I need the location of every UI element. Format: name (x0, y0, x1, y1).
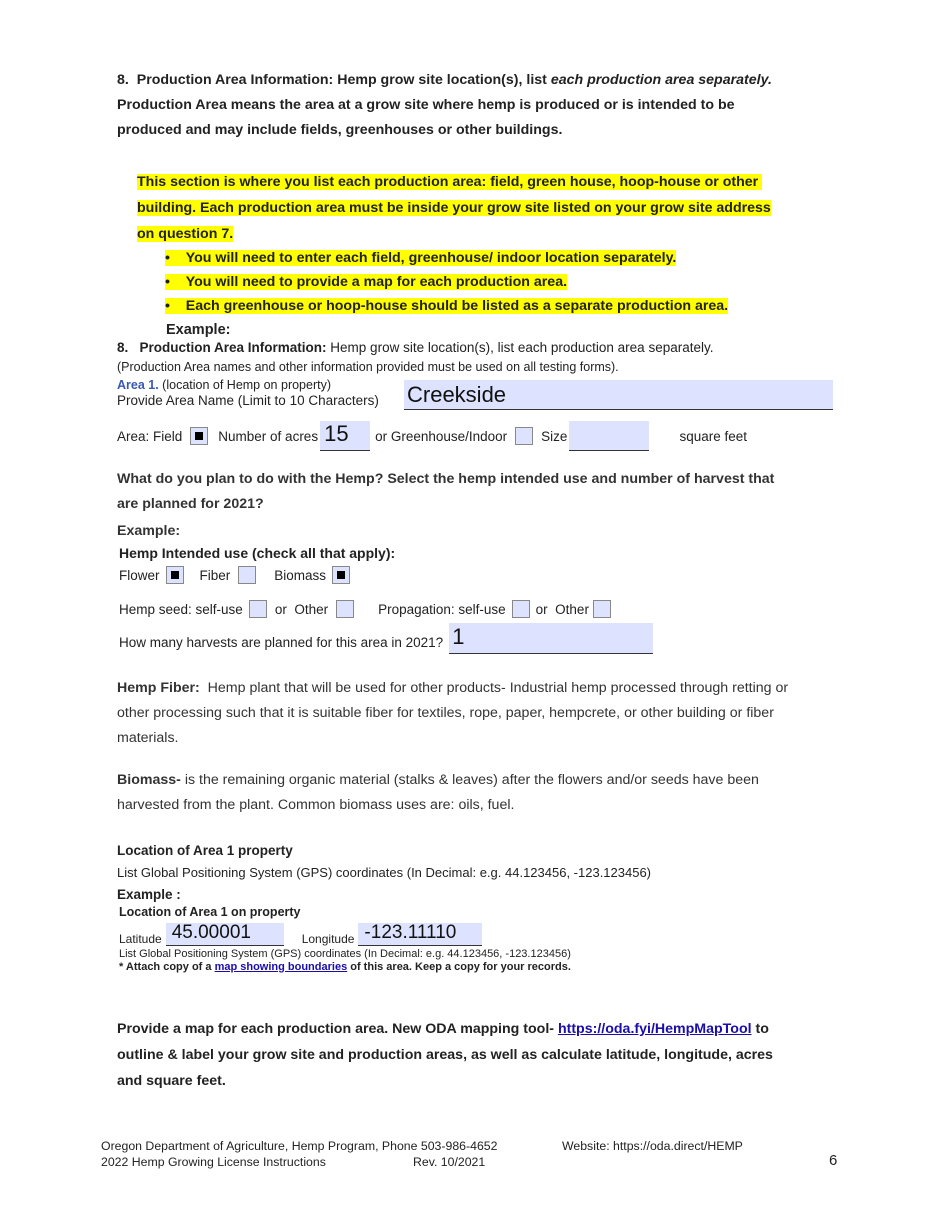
map-boundaries-link[interactable]: map showing boundaries (214, 960, 348, 973)
biomass-l2: harvested from the plant. Common biomass uses are: oils, fuel. (117, 797, 515, 813)
location-heading: Location of Area 1 property (117, 843, 293, 858)
attach-pre: * Attach copy of a (119, 960, 215, 973)
area-row (117, 420, 747, 452)
example-note: (Production Area names and other information provided must be used on all testing forms). (117, 360, 619, 374)
lat-lon-row (119, 922, 482, 946)
lat-label: Latitude (119, 932, 162, 946)
hl-line1: This section is where you list each production area: field, green house, hoop-house or other (137, 174, 762, 190)
sqft-label: square feet (679, 428, 747, 444)
q-number: 8. (117, 72, 129, 88)
highlight-note (137, 169, 771, 247)
acres-label: Number of acres (218, 428, 319, 444)
fiber-l2: other processing such that it is suitable fiber for textiles, rope, paper, hempcrete, or other building or fiber (117, 705, 774, 721)
fiber-label: Fiber (199, 567, 231, 583)
area-label: Area 1. (117, 378, 159, 392)
map-note-pre: Provide a map for each production area. New ODA mapping tool- (117, 1021, 558, 1037)
seed-other-checkbox[interactable] (336, 600, 354, 618)
biomass-l1: is the remaining organic material (stalks & leaves) after the flowers and/or seeds have been (180, 772, 759, 788)
question-8 (117, 68, 772, 143)
footer-agency: Oregon Department of Agriculture, Hemp Program, Phone 503-986-4652 (101, 1139, 498, 1153)
flower-checkbox[interactable] (166, 566, 184, 584)
ex-location-heading: Location of Area 1 on property (119, 905, 301, 919)
size-field[interactable] (569, 421, 649, 451)
fiber-l3: materials. (117, 730, 179, 746)
ex-title-rest: Hemp grow site location(s), list each production area separately. (326, 340, 714, 355)
ex-location-instructions: List Global Positioning System (GPS) coordinates (In Decimal: e.g. 44.123456, -123.123456) (119, 948, 571, 960)
q-line3: produced and may include fields, greenhouses or other buildings. (117, 122, 563, 138)
bullet-list: • You will need to enter each field, greenhouse/ indoor location separately. • You will need to provide a map for each production area. • Each greenhouse or hoop-house should be listed as a separate production area. (165, 250, 729, 314)
map-note-line3: and square feet. (117, 1073, 226, 1089)
ex-num: 8. (117, 340, 129, 355)
flower-label: Flower (119, 567, 160, 583)
bullet-item: Each greenhouse or hoop-house should be listed as a separate production area. (185, 298, 729, 314)
bullet-item: You will need to provide a map for each production area. (185, 274, 568, 290)
lon-label: Longitude (301, 932, 355, 946)
q-line2: Production Area means the area at a grow site where hemp is produced or is intended to be (117, 97, 735, 113)
intended-heading: Hemp Intended use (check all that apply): (119, 545, 396, 561)
prop-other-checkbox[interactable] (593, 600, 611, 618)
latitude-field[interactable]: 45.00001 (166, 923, 284, 946)
page-number: 6 (829, 1152, 838, 1169)
ex-title: Production Area Information: (139, 340, 327, 355)
prop-other-label: or Other (535, 601, 589, 617)
area-field-label: Area: Field (117, 428, 183, 444)
bullet-item: You will need to enter each field, greenhouse/ indoor location separately. (185, 250, 677, 266)
biomass-term: Biomass- (117, 772, 181, 788)
harvest-row (119, 622, 653, 654)
hl-line2: building. Each production area must be inside your grow site listed on your grow site address (137, 200, 771, 216)
footer-rev: Rev. 10/2021 (413, 1155, 486, 1169)
iq-line1: What do you plan to do with the Hemp? Select the hemp intended use and number of harvest that (117, 471, 775, 487)
footer-website: Website: https://oda.direct/HEMP (562, 1139, 743, 1153)
harvest-field[interactable]: 1 (449, 623, 653, 654)
iq-example: Example: (117, 523, 181, 539)
fiber-term: Hemp Fiber: (117, 680, 200, 696)
intended-question (117, 467, 774, 544)
example-q8 (117, 340, 713, 355)
seed-row (119, 598, 611, 620)
seed-self-checkbox[interactable] (249, 600, 267, 618)
acres-field[interactable]: 15 (320, 421, 370, 451)
location-instructions: List Global Positioning System (GPS) coordinates (In Decimal: e.g. 44.123456, -123.123456) (117, 865, 652, 880)
seed-other-label: or Other (274, 601, 329, 617)
footer-doc-title: 2022 Hemp Growing License Instructions (101, 1155, 326, 1169)
biomass-checkbox[interactable] (332, 566, 350, 584)
q-title: Production Area Information: Hemp grow site location(s), list (136, 72, 551, 88)
area-sub: (location of Hemp on property) (158, 378, 332, 392)
attach-post: of this area. Keep a copy for your records. (347, 960, 571, 973)
map-note (117, 1016, 773, 1094)
fiber-definition (117, 676, 788, 751)
longitude-field[interactable]: -123.11110 (358, 923, 482, 946)
use-row (119, 564, 350, 586)
area-name-field[interactable]: Creekside (404, 380, 833, 410)
biomass-label: Biomass (274, 567, 327, 583)
location-example-label: Example : (117, 887, 181, 902)
size-label: Size (541, 428, 568, 444)
map-note-line2: outline & label your grow site and production areas, as well as calculate latitude, longitude, acres (117, 1047, 773, 1063)
prop-self-label: Propagation: self-use (378, 601, 506, 617)
location-section (117, 840, 651, 906)
iq-line2: are planned for 2021? (117, 496, 264, 512)
ex-location-notes (119, 948, 571, 973)
fiber-l1: Hemp plant that will be used for other products- Industrial hemp processed through retting or (199, 680, 789, 696)
example-label: Example: (166, 322, 231, 338)
hl-line3: on question 7. (137, 226, 234, 242)
q-title-italic: each production area separately. (550, 72, 772, 88)
area-label-block (117, 378, 379, 408)
biomass-definition (117, 768, 759, 818)
map-note-post: to (751, 1021, 769, 1037)
seed-self-label: Hemp seed: self-use (119, 601, 243, 617)
harvest-question: How many harvests are planned for this area in 2021? (119, 635, 444, 650)
field-checkbox[interactable] (190, 427, 208, 445)
prop-self-checkbox[interactable] (512, 600, 530, 618)
greenhouse-checkbox[interactable] (515, 427, 533, 445)
greenhouse-label: or Greenhouse/Indoor (375, 428, 508, 444)
map-tool-link[interactable]: https://oda.fyi/HempMapTool (557, 1021, 752, 1037)
area-name-prompt: Provide Area Name (Limit to 10 Characters) (117, 393, 379, 408)
fiber-checkbox[interactable] (238, 566, 256, 584)
